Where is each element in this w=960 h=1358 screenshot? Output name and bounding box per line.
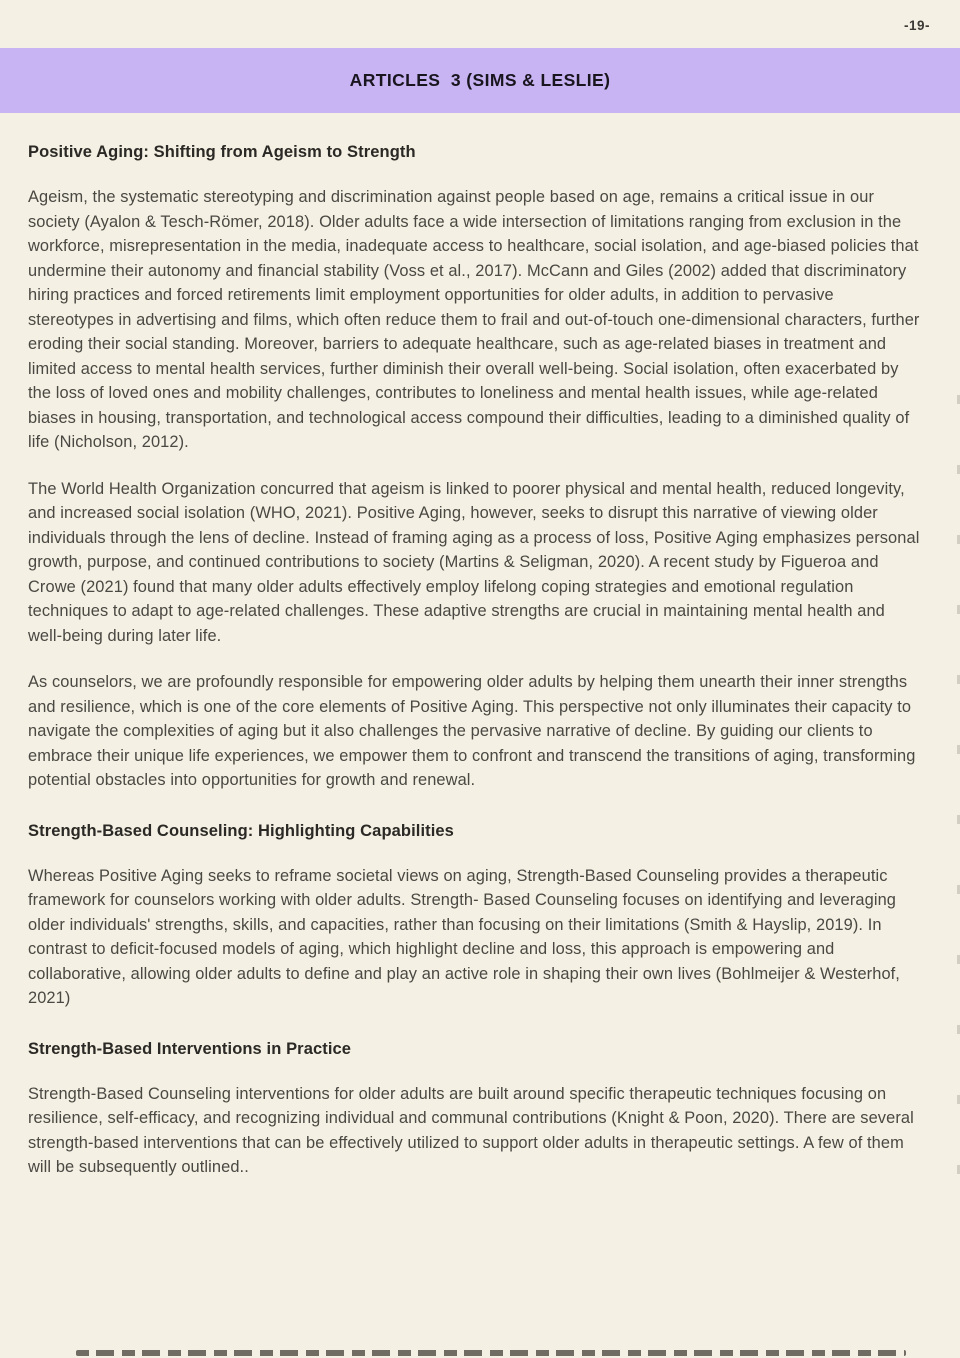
paragraph: Strength-Based Counseling interventions for older adults are built around specific therapeutic techniques focusing on resilience, self-efficacy, and recognizing individual and communal contributions (Knight & Poon, 2020). There are several strength-based interventions that can be effectively utilized to support older adults in therapeutic settings. A few of them will be subsequently outlined..	[28, 1084, 914, 1176]
banner-title: ARTICLES 3 (SIMS & LESLIE)	[349, 70, 611, 90]
paragraph: Ageism, the systematic stereotyping and discrimination against people based on age, remains a critical issue in our society (Ayalon & Tesch-Römer, 2018). Older adults face a wide intersection of limitations ranging from exclusion in the workforce, misrepresentation in the media, inadequate access to healthcare, social isolation, and age-biased policies that undermine their autonomy and financial stability (Voss et al., 2017). McCann and Giles (2002) added that discriminatory hiring practices and forced retirements limit employment opportunities for older adults, in addition to pervasive stereotypes in advertising and films, which often reduce them to frail and out-of-touch one-dimensional characters, further eroding their social standing. Moreover, barriers to adequate healthcare, such as age-related biases in treatment and limited access to mental health services, further diminish their overall well-being. Social isolation, often exacerbated by the loss of loved ones and mobility challenges, contributes to loneliness and mental health issues, while age-related biases in housing, transportation, and technological access compound their difficulties, leading to a diminished quality of life (Nicholson, 2012).	[28, 188, 920, 451]
article-body	[28, 113, 920, 1202]
section-heading-positive-aging: Positive Aging: Shifting from Ageism to Strength	[28, 143, 416, 161]
clipped-next-heading-letter-tops	[76, 1350, 906, 1356]
section-banner	[0, 48, 960, 113]
section-heading-strength-based-counseling: Strength-Based Counseling: Highlighting Capabilities	[28, 821, 454, 840]
page-number: -19-	[903, 18, 930, 33]
paragraph: Whereas Positive Aging seeks to reframe societal views on aging, Strength-Based Counseling provides a therapeutic framework for counselors working with older adults. Strength- Based Counseling focuses on identifying and leveraging older individuals' strengths, skills, and capacities, rather than focusing on their limitations (Smith & Hayslip, 2019). In contrast to deficit-focused models of aging, which highlight decline and loss, this approach is empowering and collaborative, allowing older adults to define and play an active role in shaping their own lives (Bohlmeijer & Westerhof, 2021)	[28, 866, 900, 1007]
paragraph: The World Health Organization concurred that ageism is linked to poorer physical and mental health, reduced longevity, and increased social isolation (WHO, 2021). Positive Aging, however, seeks to disrupt this narrative of viewing older individuals through the lens of decline. Instead of framing aging as a process of loss, Positive Aging emphasizes personal growth, purpose, and continued contributions to society (Martins & Seligman, 2020). A recent study by Figueroa and Crowe (2021) found that many older adults effectively employ lifelong coping strategies and emotional regulation techniques to adapt to age-related challenges. These adaptive strengths are crucial in maintaining mental health and well-being during later life.	[28, 479, 920, 645]
section-heading-strength-based-interventions: Strength-Based Interventions in Practice	[28, 1039, 352, 1058]
paragraph: As counselors, we are profoundly responsible for empowering older adults by helping them unearth their inner strengths and resilience, which is one of the core elements of Positive Aging. This perspective not only illuminates their capacity to navigate the complexities of aging but it also challenges the pervasive narrative of decline. By guiding our clients to embrace their unique life experiences, we empower them to confront and transcend the transitions of aging, transforming potential obstacles into opportunities for growth and renewal.	[28, 673, 916, 789]
